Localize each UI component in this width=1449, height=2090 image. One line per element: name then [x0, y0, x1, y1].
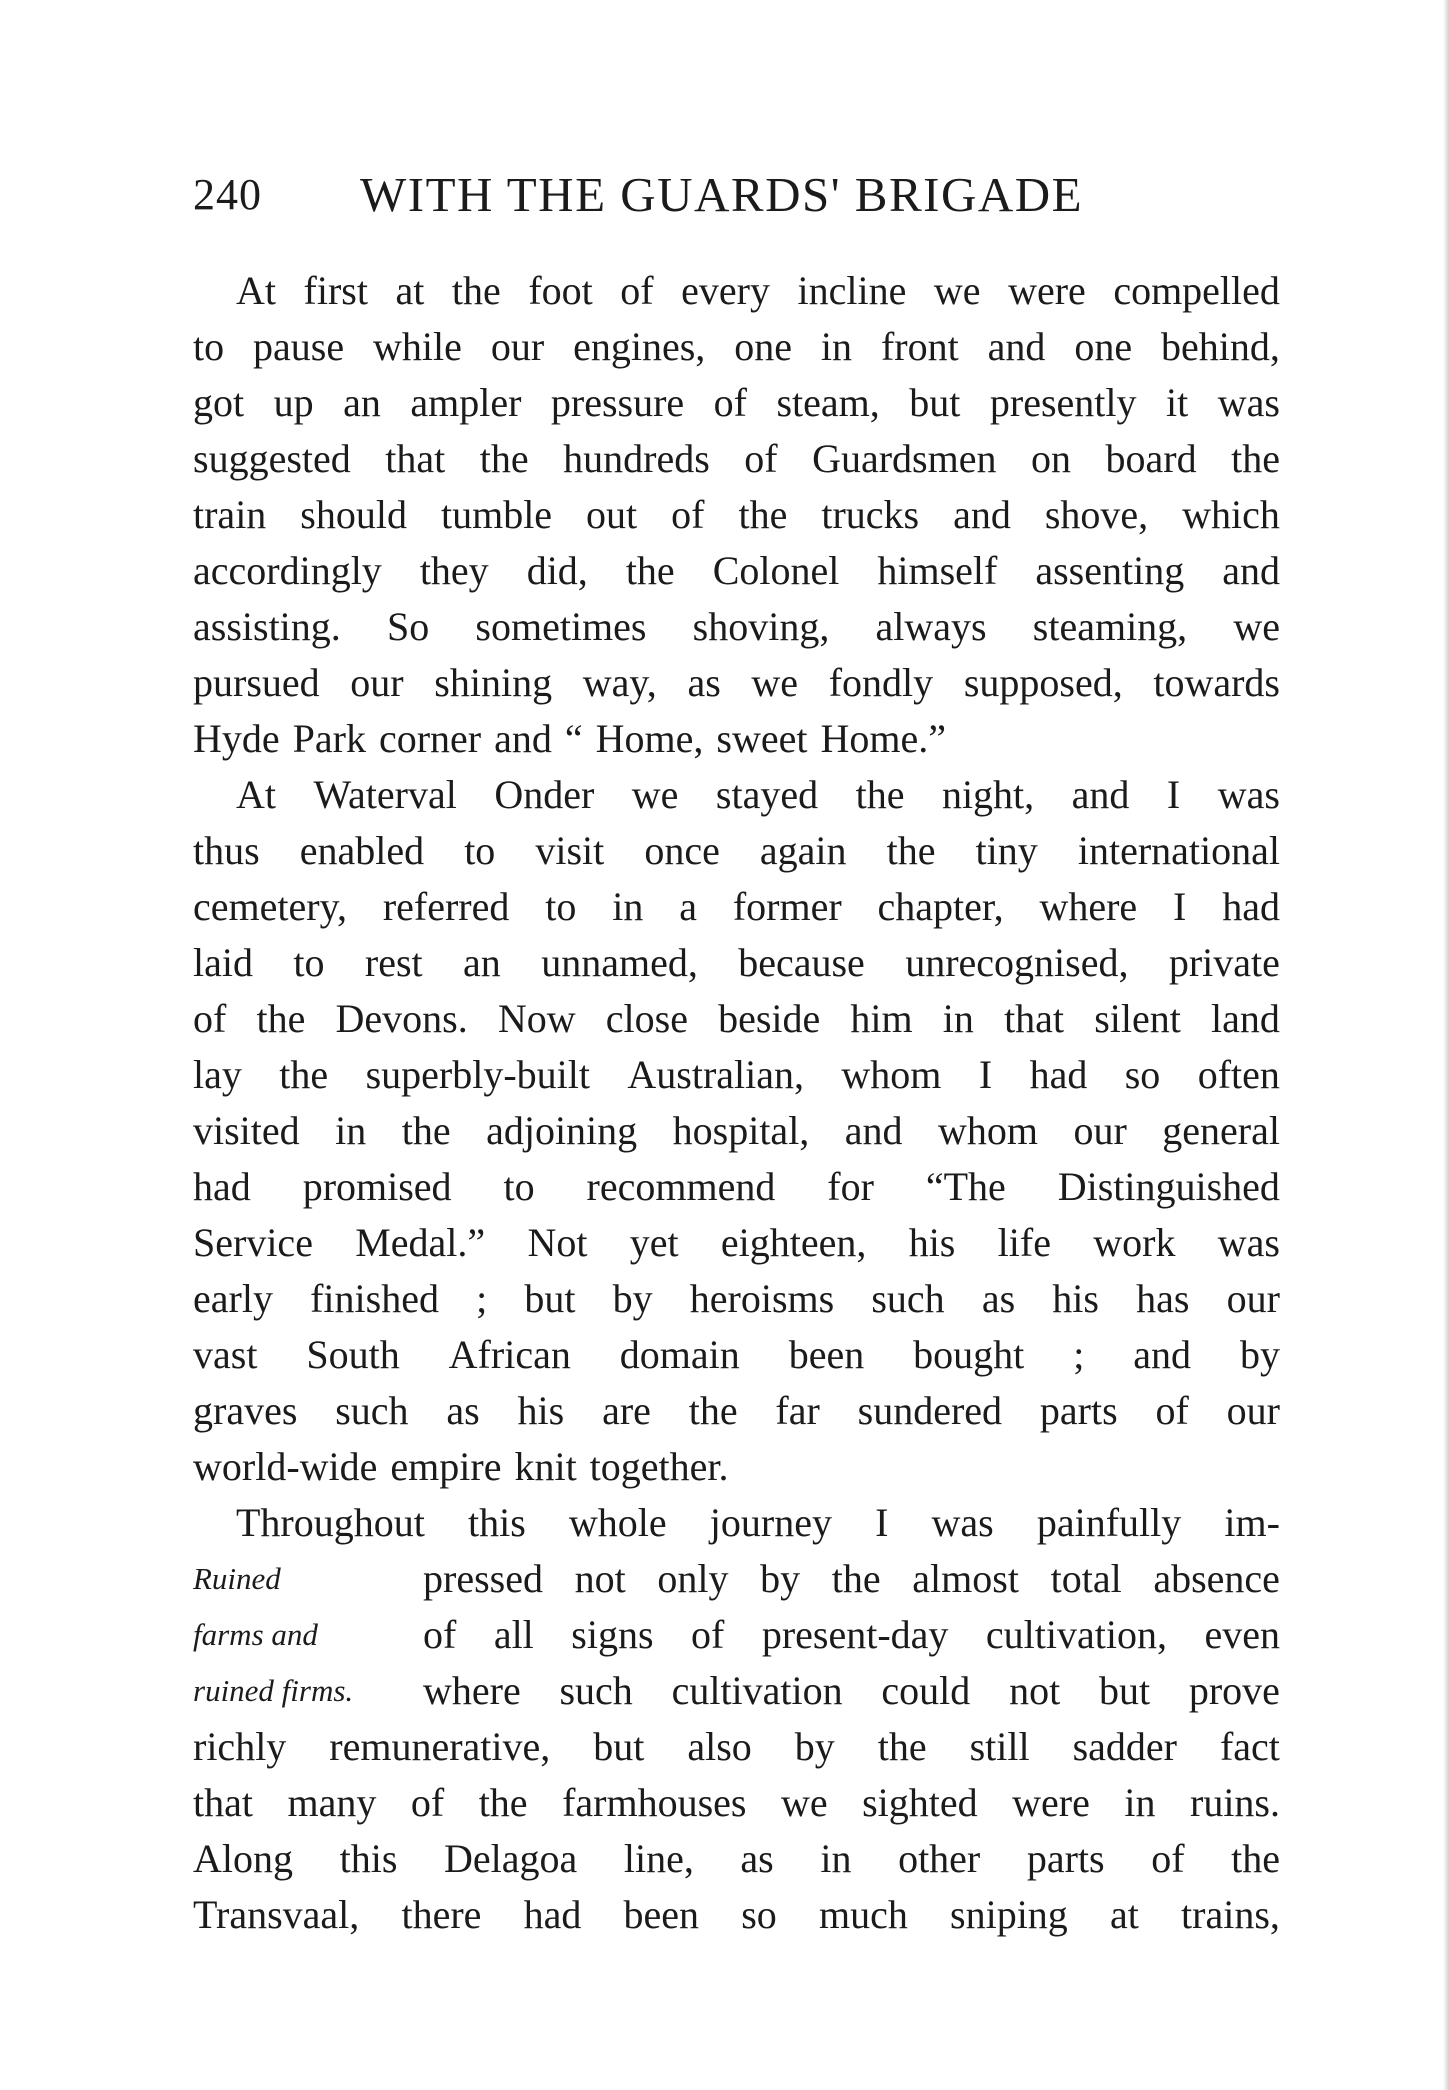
- text-line: [193, 1103, 1280, 1159]
- word: vast: [193, 1332, 258, 1377]
- word: I: [1173, 884, 1187, 929]
- word: the: [877, 1724, 927, 1769]
- word: we: [631, 772, 679, 817]
- running-header: [193, 165, 1283, 225]
- word: we: [780, 1780, 828, 1825]
- word: At: [236, 772, 276, 817]
- word: work: [1093, 1220, 1176, 1265]
- word: trucks: [821, 492, 920, 537]
- word: to: [545, 884, 577, 929]
- word: present-day: [761, 1612, 949, 1657]
- word: whom: [938, 1108, 1039, 1153]
- text-line: [193, 1663, 1280, 1719]
- word: at: [1109, 1892, 1139, 1937]
- word: hundreds: [563, 436, 710, 481]
- word: engines,: [573, 324, 706, 369]
- word: got: [193, 380, 245, 425]
- word: sniping: [950, 1892, 1068, 1937]
- word: was: [1217, 1220, 1280, 1265]
- word: also: [687, 1724, 752, 1769]
- text-line: [193, 1775, 1280, 1831]
- word: supposed,: [963, 660, 1123, 705]
- word: up: [273, 380, 314, 425]
- word: were: [1008, 268, 1086, 313]
- word: the: [688, 1388, 738, 1433]
- word: him: [850, 996, 913, 1041]
- word: signs: [571, 1612, 654, 1657]
- word: of: [713, 380, 747, 425]
- word: the: [451, 268, 501, 313]
- text-line: [193, 1607, 1280, 1663]
- word: of: [1155, 1388, 1189, 1433]
- word: as: [740, 1836, 774, 1881]
- text-line: [193, 991, 1280, 1047]
- word: shining: [434, 660, 553, 705]
- word: has: [1136, 1276, 1190, 1321]
- word: life: [997, 1220, 1051, 1265]
- word: Australian,: [627, 1052, 805, 1097]
- word: that: [1004, 996, 1065, 1041]
- word: one: [734, 324, 792, 369]
- word: superbly-built: [365, 1052, 590, 1097]
- word: prove: [1188, 1668, 1280, 1713]
- word: assenting: [1035, 548, 1185, 593]
- word: so: [1124, 1052, 1161, 1097]
- word: sighted: [862, 1780, 978, 1825]
- word: of: [620, 268, 654, 313]
- margin-note: farms and: [193, 1617, 318, 1652]
- text-line: [193, 823, 1280, 879]
- word: foot: [528, 268, 593, 313]
- word: tiny: [975, 828, 1038, 873]
- word: were: [1012, 1780, 1090, 1825]
- word: only: [657, 1556, 729, 1601]
- word: South: [306, 1332, 400, 1377]
- word: behind,: [1161, 324, 1280, 369]
- text-line: [193, 935, 1280, 991]
- word: had: [1029, 1052, 1088, 1097]
- word: At: [236, 268, 276, 313]
- word: beside: [718, 996, 821, 1041]
- word: always: [875, 604, 987, 649]
- word: which: [1182, 492, 1280, 537]
- word: thus: [193, 828, 260, 873]
- text-line: [193, 599, 1280, 655]
- word: cemetery,: [193, 884, 347, 929]
- word: to: [193, 324, 225, 369]
- word: Along: [193, 1836, 293, 1881]
- word: where: [423, 1668, 521, 1713]
- word: one: [1074, 324, 1133, 369]
- word: we: [751, 660, 799, 705]
- word: general: [1162, 1108, 1280, 1153]
- word: silent: [1094, 996, 1181, 1041]
- text-line: [193, 1271, 1280, 1327]
- word: and: [987, 324, 1046, 369]
- page-edge: [1443, 0, 1449, 2090]
- word: to: [503, 1164, 535, 1209]
- word: much: [818, 1892, 908, 1937]
- word: accordingly: [193, 548, 382, 593]
- word: but: [593, 1724, 645, 1769]
- word: himself: [877, 548, 998, 593]
- body-text: [193, 263, 1280, 1943]
- word: pause: [253, 324, 345, 369]
- word: trains,: [1181, 1892, 1280, 1937]
- word: ;: [476, 1276, 488, 1321]
- word: had: [1222, 884, 1280, 929]
- word: far: [775, 1388, 820, 1433]
- word: whom: [841, 1052, 942, 1097]
- word: graves: [193, 1388, 298, 1433]
- word: as: [446, 1388, 480, 1433]
- word: and: [1222, 548, 1280, 593]
- word: and: [844, 1108, 903, 1153]
- word: not: [574, 1556, 626, 1601]
- word: our: [490, 324, 545, 369]
- word: land: [1211, 996, 1280, 1041]
- word: front: [880, 324, 959, 369]
- word: visit: [535, 828, 605, 873]
- word: almost: [912, 1556, 1019, 1601]
- line-text: world-wide empire knit together.: [193, 1444, 729, 1489]
- word: of: [744, 436, 778, 481]
- word: fondly: [828, 660, 934, 705]
- word: compelled: [1113, 268, 1280, 313]
- word: stayed: [715, 772, 819, 817]
- word: the: [625, 548, 675, 593]
- word: many: [287, 1780, 377, 1825]
- word: pursued: [193, 660, 320, 705]
- word: the: [738, 492, 788, 537]
- word: even: [1204, 1612, 1280, 1657]
- word: Service: [193, 1220, 313, 1265]
- word: heroisms: [689, 1276, 835, 1321]
- running-title: WITH THE GUARDS' BRIGADE: [360, 167, 1084, 222]
- word: but: [909, 380, 961, 425]
- word: tumble: [440, 492, 553, 537]
- word: Colonel: [712, 548, 840, 593]
- word: referred: [382, 884, 510, 929]
- word: that: [193, 1780, 253, 1825]
- word: his: [1052, 1276, 1099, 1321]
- word: chapter,: [877, 884, 1004, 929]
- word: did,: [526, 548, 588, 593]
- word: other: [898, 1836, 981, 1881]
- word: bought: [913, 1332, 1025, 1377]
- word: recommend: [586, 1164, 776, 1209]
- word: shoving,: [692, 604, 830, 649]
- word: im-: [1224, 1500, 1280, 1545]
- word: was: [1217, 772, 1280, 817]
- word: cultivation: [671, 1668, 843, 1713]
- word: richly: [193, 1724, 287, 1769]
- word: not: [1009, 1668, 1061, 1713]
- word: I: [978, 1052, 993, 1097]
- word: enabled: [299, 828, 425, 873]
- word: international: [1077, 828, 1280, 873]
- word: still: [969, 1724, 1030, 1769]
- word: the: [401, 1108, 451, 1153]
- word: board: [1105, 436, 1197, 481]
- word: Guardsmen: [812, 436, 997, 481]
- word: farmhouses: [562, 1780, 747, 1825]
- text-line: [193, 1383, 1280, 1439]
- word: there: [401, 1892, 482, 1937]
- word: sadder: [1072, 1724, 1177, 1769]
- text-line: [193, 487, 1280, 543]
- word: it: [1165, 380, 1189, 425]
- word: parts: [1039, 1388, 1118, 1433]
- word: I: [875, 1500, 889, 1545]
- word: sundered: [857, 1388, 1003, 1433]
- word: our: [1226, 1276, 1280, 1321]
- word: towards: [1153, 660, 1280, 705]
- text-line: [193, 1439, 1280, 1495]
- word: the: [479, 436, 529, 481]
- word: such: [871, 1276, 945, 1321]
- word: assisting.: [193, 604, 341, 649]
- word: every: [681, 268, 770, 313]
- word: former: [732, 884, 842, 929]
- word: Medal.”: [355, 1220, 486, 1265]
- text-line: [193, 1495, 1280, 1551]
- text-line: [193, 767, 1280, 823]
- word: remunerative,: [329, 1724, 551, 1769]
- word: to: [293, 940, 325, 985]
- word: journey: [709, 1500, 832, 1545]
- word: laid: [193, 940, 253, 985]
- word: the: [279, 1052, 329, 1097]
- word: where: [1039, 884, 1138, 929]
- word: for: [827, 1164, 874, 1209]
- word: steaming,: [1032, 604, 1188, 649]
- word: out: [586, 492, 638, 537]
- word: Delagoa: [443, 1836, 578, 1881]
- word: hospital,: [672, 1108, 810, 1153]
- word: because: [738, 940, 865, 985]
- word: cultivation,: [985, 1612, 1167, 1657]
- word: unnamed,: [541, 940, 698, 985]
- word: in: [1124, 1780, 1156, 1825]
- word: of: [193, 996, 227, 1041]
- word: our: [1073, 1108, 1127, 1153]
- word: Distinguished: [1057, 1164, 1280, 1209]
- text-line: [193, 1327, 1280, 1383]
- margin-note: ruined firms.: [193, 1673, 354, 1708]
- word: on: [1031, 436, 1071, 481]
- word: but: [1098, 1668, 1151, 1713]
- word: our: [1226, 1388, 1280, 1433]
- word: sometimes: [475, 604, 647, 649]
- word: lay: [193, 1052, 242, 1097]
- word: line,: [623, 1836, 694, 1881]
- line-text: Hyde Park corner and “ Home, sweet Home.”: [193, 716, 946, 761]
- word: So: [386, 604, 430, 649]
- word: Now: [497, 996, 576, 1041]
- word: had: [523, 1892, 582, 1937]
- word: incline: [797, 268, 907, 313]
- word: the: [478, 1780, 528, 1825]
- text-line: [193, 1551, 1280, 1607]
- word: as: [687, 660, 721, 705]
- word: should: [300, 492, 407, 537]
- word: but: [524, 1276, 576, 1321]
- word: Devons.: [335, 996, 468, 1041]
- word: of: [423, 1612, 457, 1657]
- word: the: [831, 1556, 881, 1601]
- word: at: [395, 268, 425, 313]
- text-line: [193, 1831, 1280, 1887]
- word: all: [493, 1612, 534, 1657]
- word: in: [942, 996, 974, 1041]
- word: visited: [193, 1108, 300, 1153]
- word: fact: [1219, 1724, 1280, 1769]
- word: by: [612, 1276, 653, 1321]
- word: finished: [310, 1276, 439, 1321]
- word: unrecognised,: [905, 940, 1129, 985]
- word: rest: [364, 940, 423, 985]
- word: while: [373, 324, 462, 369]
- word: the: [886, 828, 936, 873]
- word: this: [467, 1500, 526, 1545]
- word: an: [343, 380, 381, 425]
- text-line: [193, 711, 1280, 767]
- word: parts: [1026, 1836, 1105, 1881]
- word: in: [612, 884, 644, 929]
- word: Onder: [494, 772, 595, 817]
- text-line: [193, 1159, 1280, 1215]
- word: by: [760, 1556, 801, 1601]
- word: pressure: [550, 380, 685, 425]
- word: of: [691, 1612, 725, 1657]
- word: a: [679, 884, 697, 929]
- word: early: [193, 1276, 273, 1321]
- word: presently: [989, 380, 1137, 425]
- word: whole: [568, 1500, 667, 1545]
- word: ampler: [410, 380, 522, 425]
- word: this: [339, 1836, 398, 1881]
- text-line: [193, 1719, 1280, 1775]
- word: was: [931, 1500, 994, 1545]
- word: ruins.: [1190, 1780, 1280, 1825]
- word: yet: [629, 1220, 679, 1265]
- word: way,: [582, 660, 657, 705]
- word: train: [193, 492, 267, 537]
- text-line: [193, 431, 1280, 487]
- word: Not: [527, 1220, 588, 1265]
- text-line: [193, 655, 1280, 711]
- word: Transvaal,: [193, 1892, 360, 1937]
- text-line: [193, 319, 1280, 375]
- word: the: [855, 772, 905, 817]
- word: adjoining: [486, 1108, 638, 1153]
- page-number: 240: [193, 170, 262, 219]
- word: his: [517, 1388, 565, 1433]
- word: was: [1217, 380, 1280, 425]
- word: of: [671, 492, 705, 537]
- word: the: [256, 996, 306, 1041]
- word: “The: [925, 1164, 1006, 1209]
- word: by: [794, 1724, 835, 1769]
- word: suggested: [193, 436, 351, 481]
- word: promised: [302, 1164, 452, 1209]
- text-line: [193, 1215, 1280, 1271]
- word: in: [820, 1836, 852, 1881]
- margin-note: Ruined: [193, 1561, 281, 1596]
- text-line: [193, 543, 1280, 599]
- word: been: [788, 1332, 865, 1377]
- word: could: [881, 1668, 971, 1713]
- word: as: [981, 1276, 1016, 1321]
- word: in: [335, 1108, 367, 1153]
- text-line: [193, 375, 1280, 431]
- word: close: [605, 996, 688, 1041]
- word: and: [1133, 1332, 1192, 1377]
- word: ;: [1073, 1332, 1085, 1377]
- text-line: [193, 1047, 1280, 1103]
- word: and: [1071, 772, 1130, 817]
- word: they: [419, 548, 489, 593]
- word: his: [908, 1220, 956, 1265]
- word: once: [644, 828, 720, 873]
- word: we: [933, 268, 981, 313]
- word: absence: [1153, 1556, 1280, 1601]
- word: of: [410, 1780, 445, 1825]
- word: I: [1166, 772, 1181, 817]
- word: that: [385, 436, 446, 481]
- word: Waterval: [313, 772, 457, 817]
- word: again: [759, 828, 847, 873]
- word: night,: [941, 772, 1035, 817]
- word: are: [602, 1388, 651, 1433]
- word: had: [193, 1164, 251, 1209]
- word: to: [464, 828, 496, 873]
- word: first: [303, 268, 368, 313]
- word: total: [1050, 1556, 1122, 1601]
- word: domain: [619, 1332, 740, 1377]
- text-line: [193, 1887, 1280, 1943]
- text-line: [193, 879, 1280, 935]
- word: been: [623, 1892, 700, 1937]
- word: African: [448, 1332, 571, 1377]
- word: the: [1231, 1836, 1280, 1881]
- word: such: [559, 1668, 633, 1713]
- word: Throughout: [236, 1500, 425, 1545]
- word: in: [820, 324, 853, 369]
- text-line: [193, 263, 1280, 319]
- word: steam,: [776, 380, 880, 425]
- word: shove,: [1044, 492, 1149, 537]
- word: our: [350, 660, 404, 705]
- word: the: [1231, 436, 1280, 481]
- word: and: [953, 492, 1011, 537]
- word: we: [1233, 604, 1280, 649]
- word: by: [1239, 1332, 1280, 1377]
- word: often: [1197, 1052, 1280, 1097]
- word: such: [335, 1388, 409, 1433]
- word: private: [1168, 940, 1280, 985]
- word: painfully: [1036, 1500, 1182, 1545]
- word: pressed: [423, 1556, 543, 1601]
- word: so: [741, 1892, 777, 1937]
- word: eighteen,: [720, 1220, 867, 1265]
- word: an: [463, 940, 501, 985]
- word: of: [1151, 1836, 1185, 1881]
